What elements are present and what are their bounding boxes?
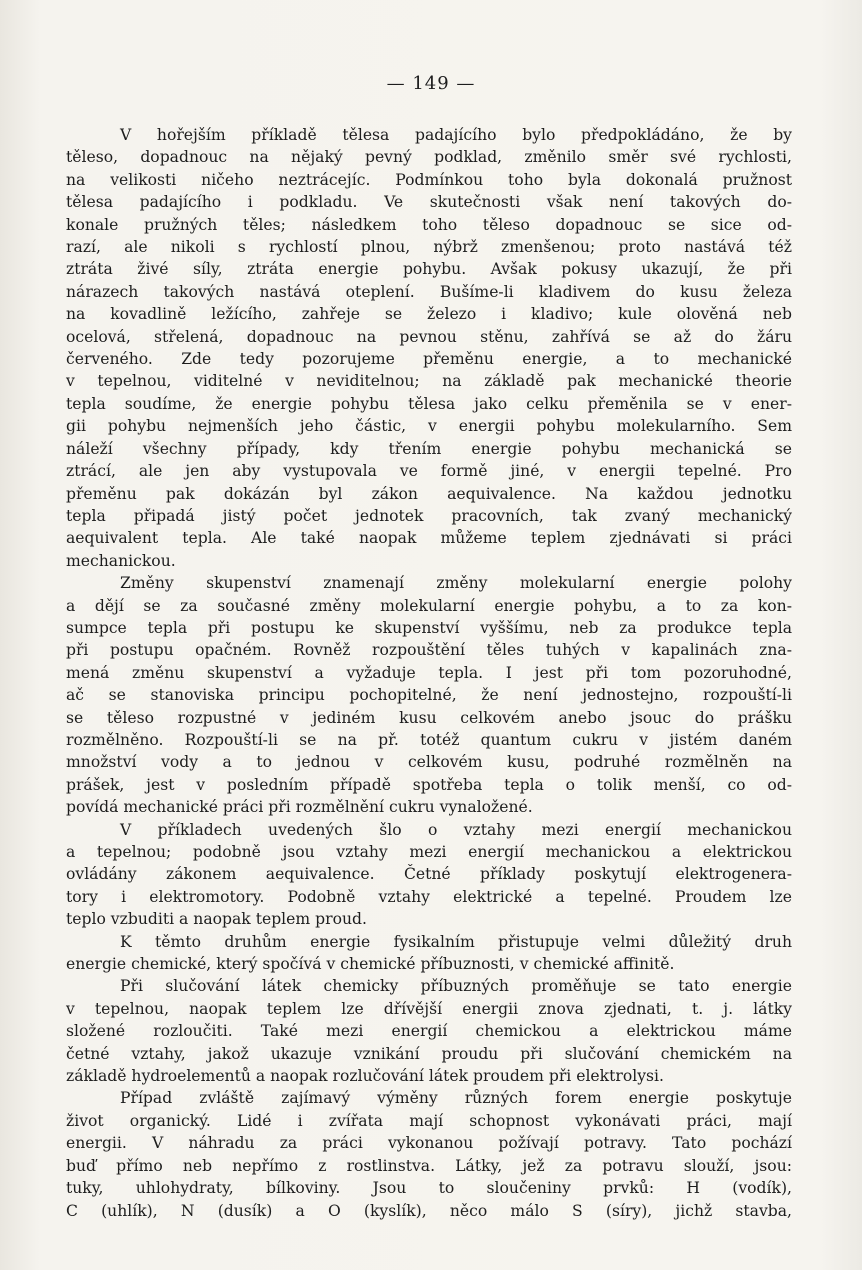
text-line: sumpce tepla při postupu ke skupenství vyššímu, neb za produkce tepla [66,618,792,637]
text-line: V příkladech uvedených šlo o vztahy mezi energií mechanickou [120,820,792,839]
text-line: základě hydroelementů a naopak rozlučování látek proudem při elektrolysi. [66,1067,664,1086]
text-line: konale pružných těles; následkem toho těleso dopadnouc se sice od- [66,215,792,234]
text-line: ač se stanoviska principu pochopitelné, že není jednostejno, rozpouští-li [66,686,792,705]
text-line: nárazech takových nastává oteplení. Bušíme-li kladivem do kusu železa [66,282,792,301]
text-line: náleží všechny případy, kdy třením energie pohybu mechanická se [66,439,792,458]
text-line: V hořejším příkladě tělesa padajícího bylo předpokládáno, že by [120,126,792,144]
text-line: na kovadlině ležícího, zahřeje se železo i kladivo; kule olověná neb [66,305,792,324]
text-line: prášek, jest v posledním případě spotřeba tepla o tolik menší, co od- [66,775,792,794]
text-line: rozmělněno. Rozpouští-li se na př. totéž quantum cukru v jistém daném [66,730,792,749]
text-line: a dějí se za současné změny molekularní energie pohybu, a to za kon- [66,596,792,615]
text-line: energii. V náhradu za práci vykonanou požívají potravy. Tato pochází [66,1134,792,1153]
text-line: tepla připadá jistý počet jednotek pracovních, tak zvaný mechanický [66,506,792,525]
text-line: C (uhlík), N (dusík) a O (kyslík), něco málo S (síry), jichž stavba, [66,1201,792,1220]
text-line: tepla soudíme, že energie pohybu tělesa jako celku přeměnila se v ener- [66,394,792,413]
text-line: přeměnu pak dokázán byl zákon aequivalence. Na každou jednotku [66,484,792,503]
text-line: tory i elektromotory. Podobně vztahy elektrické a tepelné. Proudem lze [66,887,792,906]
text-line: buď přímo neb nepřímo z rostlinstva. Látky, jež za potravu slouží, jsou: [66,1156,792,1175]
text-line: teplo vzbuditi a naopak teplem proud. [66,910,367,929]
text-line: život organický. Lidé i zvířata mají schopnost vykonávati práci, mají [66,1111,792,1130]
text-line: tělesa padajícího i podkladu. Ve skutečnosti však není takových do- [66,193,792,212]
text-line: mechanickou. [66,551,176,570]
text-line: četné vztahy, jakož ukazuje vznikání proudu při slučování chemickém na [66,1044,792,1063]
page-number: — 149 — [386,73,476,94]
text-line: razí, ale nikoli s rychlostí plnou, nýbrž zmenšenou; proto nastává též [66,238,792,257]
text-line: Při slučování látek chemicky příbuzných proměňuje se tato energie [120,977,792,996]
text-line: ovládány zákonem aequivalence. Četné příklady poskytují elektrogenera- [66,865,792,884]
text-line: červeného. Zde tedy pozorujeme přeměnu energie, a to mechanické [66,350,792,369]
text-line: Případ zvláště zajímavý výměny různých forem energie poskytuje [120,1089,792,1108]
text-line: těleso, dopadnouc na nějaký pevný podklad, změnilo směr své rychlosti, [66,148,792,167]
text-line: ztrácí, ale jen aby vystupovala ve formě jiné, v energii tepelné. Pro [66,462,792,481]
text-line: energie chemické, který spočívá v chemické příbuznosti, v chemické affinitě. [66,955,675,974]
text-line: na velikosti ničeho neztrácejíc. Podmínkou toho byla dokonalá pružnost [66,170,792,189]
text-line: Změny skupenství znamenají změny molekularní energie polohy [120,574,792,593]
text-line: a tepelnou; podobně jsou vztahy mezi energií mechanickou a elektrickou [66,843,792,861]
text-line: ocelová, střelená, dopadnouc na pevnou stěnu, zahřívá se až do žáru [66,327,792,346]
text-line: mená změnu skupenství a vyžaduje tepla. I jest při tom pozoruhodné, [66,663,792,682]
text-line: v tepelnou, viditelné v neviditelnou; na základě pak mechanické theorie [66,372,792,391]
text-line: aequivalent tepla. Ale také naopak můžeme teplem zjednávati si práci [66,529,792,548]
text-line: složené rozloučiti. Také mezi energií chemickou a elektrickou máme [66,1022,792,1041]
text-line: v tepelnou, naopak teplem lze dřívější energii znova zjednati, t. j. látky [66,999,792,1018]
text-line: K těmto druhům energie fysikalním přistupuje velmi důležitý druh [120,932,792,951]
text-line: tuky, uhlohydraty, bílkoviny. Jsou to sloučeniny prvků: H (vodík), [66,1179,792,1198]
text-line: množství vody a to jednou v celkovém kusu, podruhé rozmělněn na [66,753,792,772]
text-line: gii pohybu nejmenších jeho částic, v energii pohybu molekularního. Sem [66,417,792,436]
text-line: se těleso rozpustné v jediném kusu celkovém anebo jsouc do prášku [66,708,792,727]
text-line: ztráta živé síly, ztráta energie pohybu. Avšak pokusy ukazují, že při [66,260,792,279]
text-line: při postupu opačném. Rovněž rozpouštění těles tuhých v kapalinách zna- [66,641,792,660]
body-text [66,124,792,1222]
text-line: povídá mechanické práci při rozmělnění cukru vynaložené. [66,798,533,817]
